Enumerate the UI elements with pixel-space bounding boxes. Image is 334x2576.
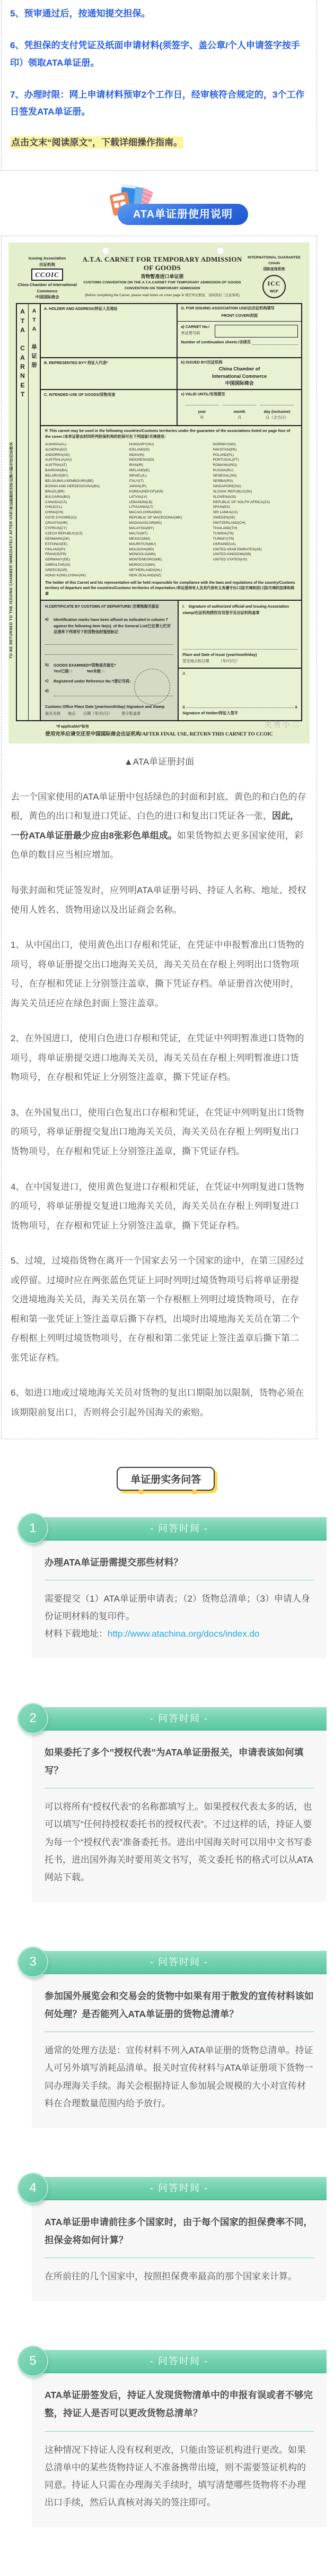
country: LITHUANIA(LT) — [129, 505, 154, 509]
goods-examined-yes: Yes/已验 □ — [54, 669, 73, 673]
country: UNITED STATES(US) — [213, 558, 248, 562]
qa-question: 如果委托了多个”授权代表”为ATA单证册报关，申请表该如何填写？ — [45, 1747, 304, 1776]
h-item-d: d) — [45, 688, 173, 696]
qa-question: ATA单证册签发后，持证人发现货物清单中的申报有误或者不够完整，持证人是否可以更改货物总清单？ — [45, 2390, 313, 2419]
qa-card — [32, 1731, 327, 1902]
country: COTE D'IVOIRE(CI) — [45, 516, 77, 520]
country: MALTA(MT) — [129, 531, 148, 535]
qa-answer: 可以将所有“授权代表”的名称都填写上。如果授权代表太多的话，也可以填写“任何持授权委托书的授权代表”。不过这样的话，持证人要为每一个“授权代表”准备委托书。进出中国海关时可以用中文书写委托书，进出国外海关时要用英文书写，英文委托书的格式可以从ATA网站下载。 — [45, 1802, 313, 1882]
country: BRAZIL(BR) — [45, 489, 65, 494]
countries-col-3 — [213, 442, 297, 578]
country: DENMARK(DK) — [45, 537, 70, 541]
section-title: ATA单证册使用说明 — [118, 204, 248, 225]
qa-question: 办理ATA单证册需提交那些材料？ — [45, 1557, 183, 1568]
issued-by-cell — [178, 358, 301, 389]
country: BAHRAIN(BA) — [45, 469, 68, 473]
country: FRANCE(FR) — [45, 552, 67, 557]
issuing-signature-box — [179, 601, 301, 668]
holder-responsibility: The holder of this Carnet and his representative will be held responsible for compliance with the laws and regulations of the country/Customs territory of departure and the countries/Customs territories of importation./单证册持有人及其代表有义务遵守出口国/关境和进口国/关境的法律和规章 — [45, 581, 295, 596]
h-item-a: a) Identification marks have been affixed as indicated in column 7 against the following item No(s). of the General List/已在第七栏对总清单下列项号下的货物加封鉴别标记 — [45, 617, 171, 634]
valid-until-cell — [178, 390, 301, 425]
country: ITALY(IT) — [129, 479, 144, 483]
form-title-block — [78, 255, 246, 297]
qa-header-bar: - 问答时间 - — [32, 2350, 327, 2373]
country: CANADA(CA) — [45, 500, 67, 504]
country: RUSSIA(RU) — [213, 469, 234, 473]
country: HUNGARY(HU) — [129, 442, 154, 446]
read-original-hint-text: 点击文末“阅读原文”，下载详细操作指南。 — [11, 137, 182, 148]
customs-departure-box — [41, 601, 179, 720]
country: BOSNIA AND HERZEGOVINA(BA) — [45, 484, 100, 488]
icc-text: ICC — [267, 279, 281, 287]
row-holder — [41, 304, 301, 358]
country: KOREA(REP.OF)(KR) — [129, 489, 164, 494]
country: ISRAEL(IL) — [129, 474, 147, 478]
country: MADAGASCAR(MG) — [129, 521, 162, 525]
country: MOROCCO(MA) — [129, 563, 155, 567]
country: GREECE(GR) — [45, 568, 68, 573]
steps-section — [1, 0, 317, 171]
country: ESTONIA(EE) — [45, 542, 68, 546]
place-date-issue: Place and Date of Issue (year/month/day) 签发地点和日期 （年/月/日） — [182, 652, 257, 664]
country: JAPAN(JP) — [129, 484, 147, 488]
country: MEXICO(MX) — [129, 537, 151, 541]
qa-answer: 通常的处理方法是：宣传材料不列入ATA单证册的货物总清单。持证人可另外填写消耗品清单。报关时宣传材料与ATA单证册项下货物一同办理海关手续。海关会根据持证人参加展会规模的大小对宣传材料在合理数量范围内给予放行。 — [45, 2045, 313, 2108]
step-item-6: 6、凭担保的支付凭证及纸面申请材料(须签字、盖公章/个人申请签字按手印）领取ATA单证册。 — [10, 40, 300, 68]
country: CHINA(CN) — [45, 511, 64, 515]
carnet-section — [1, 236, 317, 1439]
guarantee-chain-zh: 国际连保系统 — [263, 267, 285, 272]
issuing-association-en: Issuing Association — [28, 256, 66, 261]
qa-header-bar: - 问答时间 - — [32, 1517, 327, 1541]
if-applicable-note: *If applicable/*如有 — [56, 724, 89, 729]
holder-signature-box — [179, 669, 301, 720]
country: SLOVENIA(SI) — [213, 495, 236, 499]
paragraph-3: 1、从中国出口，使用黄色出口存根和凭证，在凭证中申报暂准出口货物的项号，将单证册提交出口地海关关员，海关关员在存根上列明出口货物项号，在存根和凭证上分别签注盖章，撕下凭证存档。单证册首次使用时，海关关员还应在绿色封面上签注盖章。 — [11, 940, 304, 1008]
chamber-en: China Chamber of International Commerce — [17, 282, 77, 293]
read-original-hint — [10, 135, 308, 151]
qa-card — [32, 1974, 327, 2128]
country: HONG KONG,CHINA(HK) — [45, 573, 86, 577]
form-main — [41, 304, 301, 720]
qa-number-badge: 4 — [17, 2173, 48, 2203]
country: SENEGAL(SN) — [213, 474, 237, 478]
chamber-zh: 中国国际商会 — [35, 294, 59, 299]
country: UNITED KINGDOM(GB) — [213, 552, 251, 557]
signature-of-holder-label: Signature of Holder/持证人签字 — [182, 710, 238, 715]
qa-section-button[interactable]: 单证册实务问答 — [117, 1467, 215, 1491]
vertical-ata-zh-letters: A T A 单 证 册 — [29, 304, 41, 720]
ata-carnet-cover-image — [8, 243, 310, 743]
country: SLOVAK REPUBLIC(SK) — [213, 489, 252, 494]
step-item-5: 5、预审通过后，按通知提交担保。 — [10, 8, 151, 19]
row-intended-use — [41, 390, 301, 426]
country: POLAND(PL) — [213, 453, 234, 457]
country: NEW ZEALAND(NZ) — [129, 573, 162, 577]
country: SRI LANKA(LK) — [213, 511, 238, 515]
title-badge-zone — [0, 171, 334, 236]
country: TURKEY(TR) — [213, 537, 234, 541]
qa-header-bar: - 问答时间 - — [32, 1707, 327, 1731]
countries-col-2 — [129, 442, 213, 578]
country: NETHERLANDS(NL) — [129, 568, 162, 573]
row-certificates — [41, 600, 301, 720]
convention-line-2: CONVENTION ON TEMPORARY ADMISSION — [124, 286, 200, 290]
customs-departure-title: H.CERTIFICATE BY CUSTOMS AT DEPARTURE/ 出境地海关验证 — [45, 604, 160, 609]
continuation-sheets: Number of continuation sheets:/含续页 — [178, 339, 301, 347]
holder-signature-line: X X — [182, 704, 297, 710]
country: PORTUGAL(PT) — [213, 458, 239, 462]
qa-number-badge: 1 — [17, 1513, 48, 1544]
qa-number-badge: 3 — [17, 1947, 48, 1977]
country: INDIA(IN) — [129, 453, 144, 457]
country: CHILE(CL) — [45, 505, 63, 509]
qa-question: ATA单证册申请前往多个国家时，由于每个国家的担保费率不同，担保金将如何计算？ — [45, 2216, 313, 2245]
holder-address-cell: A. HOLDER AND ADDRESS/持证人及地址 — [41, 304, 178, 357]
country: TUNISIA(TN) — [213, 531, 234, 535]
punch-hole — [102, 247, 110, 255]
issuing-use-label: G. FOR ISSUING ASSOCIATION USE/由出证机构填写 — [181, 306, 275, 311]
issuing-use-cell — [178, 304, 301, 357]
countries-block — [41, 426, 301, 600]
form-title-en: A.T.A. CARNET FOR TEMPORARY ADMISSION OF GOODS — [82, 255, 242, 272]
form-title-zh: 货物暂准进口单证册 — [140, 274, 184, 280]
country: UKRAINE(UA) — [213, 542, 236, 546]
qa-block — [29, 1951, 327, 2128]
qa-question: 参加国外展览会和交易会的货物中如果有用于散发的宣传材料该如何处理？是否能列入ATA单证册的货物总清单？ — [45, 1991, 314, 2020]
issued-by-name: China Chamber of International Commerce 中国国际商会 — [212, 366, 267, 386]
country: ROMANIA(RO) — [213, 463, 237, 468]
country: THAILAND(TH) — [213, 526, 238, 530]
country: ANDORRA(AD) — [45, 453, 70, 457]
paragraph-6: 4、在中国复进口，使用黄色复进口存根和凭证，在凭证中列明复进口货物的项号，将单证册提交复进口地海关关员，海关关员在存根上列明复进口货物项号，在存根和凭证上分别签注盖章，撕下凭证存档。 — [11, 1181, 304, 1231]
country: CROATIA(HR) — [45, 521, 68, 525]
qa-block — [29, 2350, 327, 2527]
country: SWEDEN(SE) — [213, 516, 235, 520]
countries-col-1 — [45, 442, 129, 578]
issuing-association-zh: 出证机构 — [39, 262, 55, 267]
row-represented — [41, 358, 301, 390]
image-caption: ▲ATA单证册封面 — [124, 756, 195, 767]
country: IRELAND(IE) — [129, 469, 150, 473]
intended-use-cell: C. INTENDED USE OF GOODS/货物用途 — [41, 390, 178, 425]
country: CYPRUS(CY) — [45, 526, 67, 530]
qa-answer: 在所前往的几个国家中，按照担保费率最高的那个国家来计算。 — [45, 2271, 297, 2282]
country: REPUBLIC OF MACEDONIA(MK) — [129, 516, 182, 520]
download-link[interactable]: http://www.atachina.org/docs/index.do — [108, 1628, 260, 1639]
country: ICELAND(IS) — [129, 447, 150, 452]
qa-header-bar: - 问答时间 - — [32, 2177, 327, 2200]
country: AUSTRALIA(AU) — [45, 458, 72, 462]
qa-header-bar: - 问答时间 - — [32, 1951, 327, 1974]
guarantee-chain-block — [246, 255, 302, 298]
vertical-ata-carnet-letters: A T A C A R N E T — [17, 304, 29, 720]
wcf-text: WCF — [270, 290, 278, 293]
paragraph-4: 2、在外国进口，使用白色进口存根和凭证，在凭证中列明暂准进口货物的项号，将单证册提交进口地海关关员，海关关员在存根上列明暂准进口货物项号，在存根和凭证上分别签注盖章，撕下凭证存档。 — [11, 1033, 304, 1083]
country: MONGOLIA(MN) — [129, 552, 156, 557]
qa-card — [32, 1541, 327, 1659]
qa-button-zone — [0, 1467, 334, 1491]
form-table — [16, 303, 302, 721]
qa-block — [29, 1707, 327, 1902]
article-body — [8, 772, 310, 1423]
country: MACAO,CHINA(MO) — [129, 511, 162, 515]
convention-line-1: CUSTOMS CONVENTION ON THE A.T.A.CARNET FOR TEMPORARY ADMISSION OF GOODS — [83, 281, 241, 285]
form-note: (Before completing the Carnet, please read Notes on cover page 3/ 填写单证册前，请阅读封三注意事项) — [85, 293, 240, 297]
form-header — [16, 255, 302, 300]
country: SPAIN(ES) — [213, 505, 231, 509]
country: ALBANIA(AL) — [45, 442, 67, 446]
qa-answer: 需要提交（1）ATA单证册申请表；（2）货物总清单；（3）申请人身份证明材料的复印件。 — [45, 1593, 310, 1621]
paragraph-1: 去一个国家使用的ATA单证册中包括绿色的封面和封底、黄色的和白色的存根，黄色的出口和复进口凭证、白色的进口和复出口凭证各一张，因此，一份ATA单证册最少应由8张彩色单组成。如果货物拟去更多国家使用，彩色单的数目应当相应增加。 — [11, 791, 306, 860]
country: MAURITIUS(MU) — [129, 542, 156, 546]
carnet-no-label: a) CARNET No./ 单证册号码 — [181, 324, 210, 335]
goods-examined-no: No/未验 □ — [87, 669, 104, 673]
country: SINGAPORE(SG) — [213, 484, 241, 488]
guarantee-chain-en: INTERNATIONAL GUARANTEE CHAIN — [248, 256, 301, 266]
country: BULGARIA(BG) — [45, 495, 71, 499]
country: MALAYSIA(MY) — [129, 526, 154, 530]
represented-by-cell: B. REPRESENTED BY*/ 持证人代表* — [41, 358, 178, 389]
watermark: 关务小二 — [263, 720, 300, 729]
valid-until-label: c) VALID UNTIL/有效期至 — [181, 392, 225, 397]
country: ALGERIA(DZ) — [45, 447, 67, 452]
country: IRAN(IR) — [129, 463, 144, 468]
countries-lead: P. This carnet may be used in the following countries/Customs territories under the guarantee of the associations listed on page four of the cover:/本单证册由封四所列担保机构的担保可在下列国家/关境使用： — [45, 428, 291, 439]
step-item-7: 7、办理时限：网上申请材料预审2个工作日，经审核符合规定的，3个工作日签发ATA单证册。 — [10, 89, 305, 117]
qa-block — [29, 1517, 327, 1659]
country: LEBANON(LB) — [129, 500, 153, 504]
customs-stamp-circle — [134, 669, 170, 705]
front-cover-label: FRONT COVER/封面 — [221, 313, 258, 318]
customs-office-line: Customs Office Place Date (year/month/day) Signature and Stamp 海关关别 地点 日期（年/月/日） 签字和盖章 — [45, 704, 165, 716]
country: REPUBLIC OF SOUTH AFRICA(ZA) — [213, 500, 270, 504]
h-item-b: b) GOODS EXAMINED*/货物是否验讫* Yes/已验 □ No/未验 □ — [45, 662, 116, 673]
carnet-no-box — [215, 325, 298, 338]
country: AUSTRIA(AT) — [45, 463, 67, 468]
qa-answer: 这种情况下持证人没有权利更改，只能由签证机构进行更改。如果总清单中的某些货物持证人不准备携带出境，则不需要签证机构的同意。持证人只需在办理海关手续时，填写清楚哪些货物将不办理出口手续，然后认真核对海关的签注即可。 — [45, 2444, 306, 2508]
country: CZECH REPUBLIC(CZ) — [45, 531, 83, 535]
issuing-signature-title: I. Signature of authorized official and Issuing Association stamp/出证机构授权官员签字及出证机构盖章 — [182, 604, 289, 615]
issuing-association-block — [16, 255, 78, 300]
country: BELARUS(BY) — [45, 474, 68, 478]
qa-number-badge: 2 — [17, 1703, 48, 1734]
j-label: J. — [182, 670, 186, 676]
country: INDONESIA(ID) — [129, 458, 154, 462]
valid-until-dots — [178, 399, 301, 409]
country: FINLAND(FI) — [45, 547, 66, 551]
side-return-note: TO BE RETURNED TO THE ISSUING CHAMBER IMMEDIATELY AFTER USE/单证册使用完毕后请立即交还出证商会 — [10, 442, 13, 659]
country: PAKISTAN(PK) — [213, 447, 237, 452]
punch-hole — [216, 247, 224, 255]
qa-card — [32, 2200, 327, 2301]
country: SWITZERLAND(CH) — [213, 521, 245, 525]
countries-columns — [45, 442, 297, 578]
ccoic-logo: CCOIC — [31, 269, 63, 281]
issued-by-label: b) ISSUED BY/出证机构 — [181, 360, 223, 365]
country: BELGIUM/LUXEMBOURG(BE) — [45, 479, 94, 483]
qa-divider — [45, 2431, 314, 2432]
carnet-no-row — [178, 322, 301, 339]
paragraph-8: 6、如进口地或过境地海关关员对货物的复出口期限加以限制，货物必须在该期限前复出口，否则将会引起外国海关的索赔。 — [11, 1388, 304, 1417]
icc-wcf-logo — [262, 275, 286, 298]
year-month-day: year 年 month 月 day (inclusive) 日（含当日） — [198, 409, 291, 420]
qa-number-badge: 5 — [17, 2346, 48, 2376]
country: MONTENEGRO(ME) — [129, 558, 162, 562]
paragraph-5: 3、在外国复出口，使用白色复出口存根和凭证，在凭证中列明复出口货物的项号，将单证册提交复出口地海关关员，海关关员在存根上列明复出口货物项号，在存根和凭证上分别签注盖章，撕下凭证存档。 — [11, 1107, 304, 1156]
signature-column — [179, 601, 301, 720]
qa-card — [32, 2373, 327, 2527]
qa-download-line: 材料下载地址：http://www.atachina.org/docs/index.do — [45, 1628, 260, 1639]
issuing-use-head — [178, 304, 301, 322]
country: GERMANY(DE) — [45, 558, 70, 562]
country: SERBIA(RS) — [213, 479, 233, 483]
h-item-c: c) Registered under Reference No.*/登记号码： — [45, 678, 134, 684]
country: LATVIA(LV) — [129, 495, 147, 499]
paragraph-7: 5、过境，过境指货物在离开一个国家去另一个国家的途中，在第三国经过或停留。过境时应在两张蓝色凭证上同时列明过境货物项号后将单证册提交进境地海关关员，海关关员在第一个存根框上列明过境货物项号，在存根和第一张凭证上签注盖章后撕下存档，出境时出境地海关关员在第二个存根框上列明过境货物项号，在存根和第二张凭证上签注盖章后撕下第二张凭证存档。 — [11, 1256, 304, 1363]
paragraph-2: 每张封面和凭证签发时，应列明ATA单证册号码、持证人名称、地址、授权使用人姓名、货物用途以及出证商会名称。 — [11, 885, 306, 915]
qa-list — [0, 1517, 334, 2528]
country: MOLDOVA(MD) — [129, 547, 154, 551]
country: GIBRALTAR(GI) — [45, 563, 71, 567]
country: NORWAY(NO) — [213, 442, 236, 446]
qa-block — [29, 2177, 327, 2301]
return-note: 使用完毕后请交还至中国国际商会出证机构/AFTER FINAL USE, RETURN THIS CARNET TO CCOIC — [45, 731, 273, 737]
country: UNITED ARAB EMIRATES(AE) — [213, 547, 262, 551]
